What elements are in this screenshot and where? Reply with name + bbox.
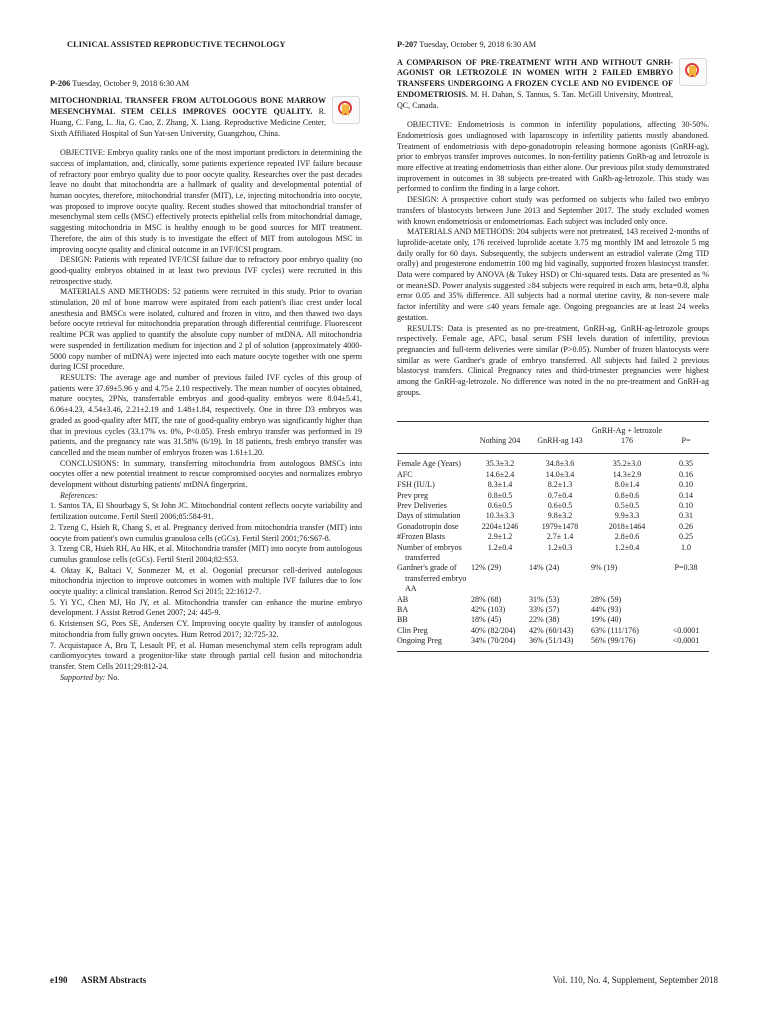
reference-item: 4. Oktay K, Baltaci V, Sonmezer M, et al. Oogonial precursor cell-derived autologous mitochondria injection to improve outcomes in women with multiple IVF failures due to low oocyte quality: a clinical translation. Retrod Sci 2015; 22:1612-7. <box>50 565 362 597</box>
table-cell: 2.7± 1.4 <box>546 532 574 542</box>
table-cell: P=0.38 <box>674 563 698 573</box>
footer-volume: Vol. 110, No. 4, Supplement, September 2018 <box>552 975 718 985</box>
table-header-cell: Nothing 204 <box>479 435 521 445</box>
paragraph-design: DESIGN: A prospective cohort study was performed on subjects who failed two embryo transfers of blastocysts between June 2013 and September 2017. The study excluded women with known endometriosis or endometriomas. Each subject was included only once. <box>397 195 709 226</box>
table-cell: <0.0001 <box>672 636 700 646</box>
table-cell: 0.14 <box>678 490 694 500</box>
left-column <box>50 40 362 683</box>
table-cell: BA <box>397 605 409 614</box>
table-cell: 0.26 <box>678 521 694 531</box>
table-cell: 2018±1464 <box>608 521 646 531</box>
paragraph-conclusions: CONCLUSIONS: In summary, transferring mitochondria from autologous BMSCs into oocytes offer a new potential treatment to rescue compromised oocytes and normalizes embryo development without disturbing patients' mtDNA fingerprint. <box>50 458 362 490</box>
table-cell: 1.2±0.4 <box>487 542 513 552</box>
section-header: CLINICAL ASSISTED REPRODUCTIVE TECHNOLOGY <box>67 40 286 49</box>
abstract-datetime: Tuesday, October 9, 2018 6:30 AM <box>72 78 190 88</box>
right-column <box>397 40 709 652</box>
table-cell: 35.2±3.0 <box>612 459 642 469</box>
crossmark-badge-icon[interactable] <box>332 96 360 124</box>
table-row <box>397 532 709 542</box>
paragraph-methods: MATERIALS AND METHODS: 52 patients were recruited in this study. Prior to ovarian stimulation, 20 ml of bone marrow were aspirated from each patient's iliac crest under local anesthesia and BMSCs were isolated, cultured and frozen in vitro, and then thawed two days before oocyte retrieval for mitochondria preparation through differential centrifuge. Fluorescent realtime PCR was applied to quantify the absolute copy number of mtDNA. All mitochondria were suspended in fertilization medium for injection and 2 pl of solution (approximately 4000-5000 copy number of mtDNA) were injected into each mature oocyte together with one sperm during ICSI procedure. <box>50 287 362 372</box>
table-row <box>397 636 709 646</box>
table-row <box>397 563 709 594</box>
table-cell: 9.9±3.3 <box>614 511 640 521</box>
supported-by-value: No. <box>107 672 120 682</box>
table-row <box>397 491 709 501</box>
table-header-cell: GnRH-Ag + letrozole 176 <box>591 425 663 445</box>
table-cell: Gonadotropin dose <box>397 521 459 531</box>
abstract-affiliation: McGill University, Montreal, QC, Canada. <box>397 89 673 110</box>
table-cell: 40% (82/204) <box>471 625 516 635</box>
table-row <box>397 501 709 511</box>
abstract-id-p206 <box>50 79 362 90</box>
table-header-cell <box>397 426 471 450</box>
table-cell: 19% (40) <box>591 615 622 625</box>
table-row <box>397 615 709 625</box>
table-row <box>397 454 709 470</box>
page-number: e190 <box>50 975 68 985</box>
table-cell: BB <box>397 615 408 625</box>
reference-item: 3. Tzeng CR, Hsieh RH, Au HK, et al. Mitochondria transfer (MIT) into oocyte from autologous cumulus granulose cells (cGCs). Fertil Steril 2004;82:S53. <box>50 544 362 564</box>
crossmark-badge-icon[interactable] <box>679 58 707 86</box>
table-cell: FSH (IU/L) <box>397 480 435 490</box>
table-cell: 2.8±0.6 <box>614 532 640 542</box>
table-cell: 1979±1478 <box>541 521 579 531</box>
supported-by-label: Supported by: <box>60 672 106 682</box>
table-cell: 14.0±3.4 <box>545 469 575 479</box>
table-row <box>397 605 709 615</box>
table-cell: 0.6±0.5 <box>487 500 513 510</box>
table-cell: Gardner's grade of transferred embryo AA <box>397 563 467 594</box>
table-cell: 2.9±1.2 <box>487 532 513 542</box>
abstract-title-block <box>50 96 362 139</box>
table-cell: 1.0 <box>680 542 692 552</box>
abstract-affiliation: Reproductive Medicine Center, Sixth Affiliated Hospital of Sun Yat-sen University, Guangzhou, China. <box>50 117 327 138</box>
table-cell <box>663 615 709 625</box>
table-cell: 9% (19) <box>591 563 618 573</box>
table-cell: 8.3±1.4 <box>487 480 513 490</box>
abstract-id-p207 <box>397 40 709 51</box>
abstract-authors: M. H. Dahan, S. Tannus, S. Tan. <box>470 89 576 99</box>
abstract-title: MITOCHONDRIAL TRANSFER FROM AUTOLOGOUS BONE MARROW MESENCHYMAL STEM CELLS IMPROVES OOCYTE QUALITY. <box>50 96 326 117</box>
supported-by <box>50 673 362 684</box>
table-cell: 0.5±0.5 <box>614 500 640 510</box>
table-cell: 36% (51/143) <box>529 636 574 646</box>
table-cell: 33% (57) <box>529 605 560 614</box>
table-cell: 0.31 <box>678 511 694 521</box>
abstract-number: P-206 <box>50 78 71 88</box>
table-row <box>397 480 709 490</box>
table-row <box>397 595 709 605</box>
table-cell: 63% (111/176) <box>591 625 639 635</box>
abstract-title-block <box>397 58 709 112</box>
table-cell: 42% (103) <box>471 605 506 614</box>
paragraph-objective: OBJECTIVE: Embryo quality ranks one of the most important predictors in determining the success of implantation, and, clinically, some patients experience repeated IVF failure because of refractory poor embryo quality due to poor oocyte quality. Researches over the past decades leave no doubt that mitochondria are a hallmark of quality and developmental potential of human oocytes, therefore, mitochondrial transfer (MIT), i.e, injecting mitochondria into oocyte, was proposed to improve oocyte quality. Recent studies showed that mitochondrial transfer of mesenchymal stem cells (MSC) effectively protects epithelial cells from mitochondrial damage, suggesting mitochondria in MSC is healthy enough to be good sources for MIT treatment. Therefore, the aim of this study is to investigate the effect of MIT from autologous MSC in improving oocyte quality and clinical outcome in an IVF/ICSI program. <box>50 148 362 254</box>
table-cell: 0.10 <box>678 500 694 510</box>
table-cell: 0.8±0.6 <box>614 490 640 500</box>
table-cell: 0.35 <box>678 459 694 469</box>
abstract-authors: R. Huang, C. Fang, L. Jia, G. Cao, Z. Zhang, X. Liang. <box>50 107 327 127</box>
table-cell: 8.2±1.3 <box>547 480 573 490</box>
abstract-number: P-207 <box>397 40 418 49</box>
table-cell <box>663 605 709 615</box>
table-header-cell: P= <box>681 435 691 445</box>
table-header-row <box>397 426 709 450</box>
references-heading: References: <box>60 490 98 500</box>
table-cell: 0.16 <box>678 469 694 479</box>
table-cell: 35.3±3.2 <box>485 459 515 469</box>
abstract-body <box>50 148 362 491</box>
table-cell: AFC <box>397 469 413 479</box>
table-cell <box>663 595 709 605</box>
table-cell: 22% (38) <box>529 615 560 625</box>
table-cell: Days of stimulation <box>397 511 461 521</box>
paragraph-methods: MATERIALS AND METHODS: 204 subjects were not pretreated, 143 received 2-months of luprolide-acetate only, 176 received luprolide acetate 3.75 mg monthly IM and letrozole 5 mg daily orally for 60 days. Subsequently, the subjects underwent an estradiol valerate (2mg TID orally) and progesterone endometrin 100 mg bid vaginally, supported frozen blastocyst transfer. Data were compared by ANOVA (& Tukey HSD) or Chi-squared tests. Data are presented as % or mean±SD. Power analysis suggested ≥84 subjects were required in each arm, beta=0.8, alpha error 0.05 and 35% difference. All subjects had a normal uterine cavity, & non-severe male factor infertility and were ≤40 years female age. Ongoing pregnancies are at least 24 weeks gestation. <box>397 227 709 322</box>
table-cell: 44% (93) <box>591 605 622 614</box>
table-cell: Clin Preg <box>397 625 428 635</box>
table-cell: <0.0001 <box>672 625 700 635</box>
table-cell: 0.8±0.5 <box>487 490 513 500</box>
table-row <box>397 543 709 564</box>
table-row <box>397 626 709 636</box>
table-row <box>397 470 709 480</box>
table-cell: 34.8±3.6 <box>545 459 575 469</box>
paragraph-objective: OBJECTIVE: Endometriosis is common in infertility populations, affecting 30-50%. Endometriosis goes undiagnosed with laparoscopy in infertility patients mostly abandoned. Treatment of endometriosis with depo-gonadotropin releasing hormone agonists (GnRH-ag), prior to embryos transfer improves outcomes. In non-fertility patients GnRh-ag and letrozole is more effective at treating endometriosis than either alone. Our previous pilot study demonstrated improvement in outcomes in 38 subjects pre-treated with GnRh-ag-letrozole. This study was performed to confirm the finding in a large cohort. <box>397 120 709 194</box>
reference-item: 7. Acquistapace A, Bru T, Lesault PF, et al. Human mesenchymal stem cells reprogram adult cardiomyocytes toward a progenitor-like state through partial cell fusion and mitochondria transfer. Stem Cells 2011;29:812-24. <box>50 640 362 671</box>
abstract-title: A COMPARISON OF PRE-TREATMENT WITH AND WITHOUT GNRH-AGONIST OR LETROZOLE IN WOMEN WITH 2 FAILED EMBRYO TRANSFERS UNDERGOING A FROZEN CYCLE AND NO EVIDENCE OF ENDOMETRIOSIS. <box>397 57 673 99</box>
table-cell: 18% (45) <box>471 615 502 625</box>
table-cell: #Frozen Blasts <box>397 532 446 542</box>
table-cell: 42% (60/143) <box>529 625 574 635</box>
table-cell: 10.3±3.3 <box>485 511 515 521</box>
paragraph-results: RESULTS: The average age and number of previous failed IVF cycles of this group of patients were 37.69±5.96 y and 4.75± 2.10 respectively. The mean number of oocytes obtained, mature oocytes, 2PNs, transferrable embryos and good-quality embryos were 8.04±5.41, 6.06±4.23, 4.54±3.46, 2.21±2.19 and 1.48±1.84, respectively. One in three D3 embryos was graded as good-quality after MIT, the rate of good-quality embryo was significantly higher than that in previous cycles (33.17% vs. 0%, P<0.05). Fresh embryo transfer was performed in 19 patients, and the pregnancy rate was 31.58% (6/19). In 18 patients, fresh embryo transfer was cancelled and the mean number of embryos frozen was 1.61±1.20. <box>50 372 362 457</box>
reference-item: 6. Kristensen SG, Pors SE, Andersen CY. Improving oocyte quality by transfer of autologous mitochondria from fully grown oocytes. Hum Retrod 2017; 32:725-32. <box>50 619 362 639</box>
table-cell: 1.2±0.3 <box>547 542 573 552</box>
paragraph-design: DESIGN: Patients with repeated IVF/ICSI failure due to refractory poor embryo quality (no good-quality embryos obtained in at least two previous IVF cycles) were recruited in this retrospective study. <box>50 255 362 286</box>
table-cell: 2204±1246 <box>481 521 519 531</box>
table-cell: 8.0±1.4 <box>614 480 640 490</box>
results-table <box>397 421 709 652</box>
journal-name: ASRM Abstracts <box>81 975 147 985</box>
table-cell: 14% (24) <box>529 563 560 573</box>
abstract-datetime: Tuesday, October 9, 2018 6:30 AM <box>419 40 537 49</box>
table-cell: 56% (99/176) <box>591 636 636 646</box>
table-row <box>397 522 709 532</box>
table-cell: 12% (29) <box>471 563 502 573</box>
table-cell: Prev preg <box>397 490 429 500</box>
reference-item: 1. Santos TA, El Shourbagy S, St John JC. Mitochondrial content reflects oocyte variability and fertilization outcome. Fertil Steril 2006;85:584-91. <box>50 501 362 522</box>
table-cell: 31% (53) <box>529 594 560 604</box>
table-cell: Ongoing Preg <box>397 636 442 646</box>
reference-item: 2. Tzeng C, Hsieh R, Chang S, et al. Pregnancy derived from mitochondria transfer (MIT) into oocyte from patient's own cumulus granulosa cells (cGCs). Fertil Steril 2001;76:S67-8. <box>50 522 362 543</box>
table-cell: 28% (68) <box>471 594 502 604</box>
table-cell: 0.10 <box>678 480 694 490</box>
abstract-body <box>397 120 709 398</box>
reference-item: 5. Yi YC, Chen MJ, Ho JY, et al. Mitochondria transfer can enhance the murine embryo development. J Assist Retrod Genet 2007; 24: 445-9. <box>50 597 362 618</box>
table-cell: Number of embryos transferred <box>397 542 462 562</box>
table-cell: AB <box>397 594 409 604</box>
table-cell: 0.7±0.4 <box>547 490 573 500</box>
table-cell: 0.6±0.5 <box>547 500 573 510</box>
table-header-cell: GnRH-ag 143 <box>537 435 583 445</box>
table-cell: 14.6±2.4 <box>485 469 515 479</box>
paragraph-results: RESULTS: Data is presented as no pre-treatment, GnRH-ag, GnRH-ag-letrozole groups respectively. Female age, AFC, basal serum FSH levels duration of infertility, previous pregnancies and full-term deliveries were similar (P>0.05). Number of frozen blastocysts were similar as were Gardner's grade of embryo transferred. All subjects had failed 2 previous blastocyst transfers. Clinical Pregnancy rates and third-trimester pregnancies were highest among the GnRH-ag-letrozole. No difference was noted in the no pre-treatment and GnRH-ag groups. <box>397 323 709 397</box>
table-cell: 34% (70/204) <box>471 636 516 646</box>
table-cell: Prev Deliveries <box>397 500 447 510</box>
table-cell: 9.8±3.2 <box>547 511 573 521</box>
table-cell: Female Age (Years) <box>397 459 461 469</box>
table-cell: 14.3±2.9 <box>612 469 642 479</box>
table-row <box>397 511 709 521</box>
footer-left <box>50 975 146 985</box>
table-cell: 1.2±0.4 <box>614 542 640 552</box>
table-cell: 28% (59) <box>591 594 622 604</box>
references <box>50 491 362 684</box>
table-cell: 0.25 <box>678 532 694 542</box>
